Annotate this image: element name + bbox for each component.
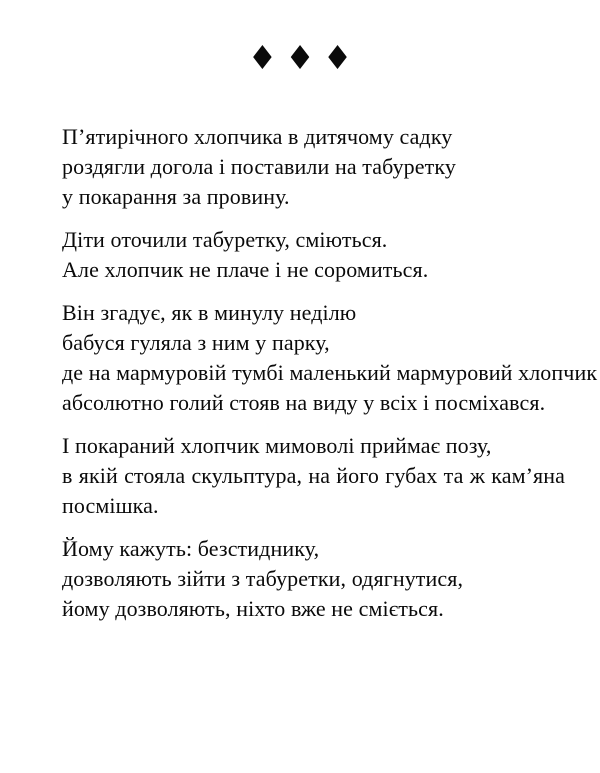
poem-line: Він згадує, як в минулу неділю — [62, 300, 357, 325]
diamond-icon: ♦ — [247, 38, 278, 77]
poem-line: йому дозволяють, ніхто вже не сміється. — [62, 596, 444, 621]
poem-stanza-2 — [62, 225, 565, 285]
poem-line: бабуся гуляла з ним у парку, — [62, 330, 330, 355]
poem-line: П’ятирічного хлопчика в дитячому садку — [62, 124, 453, 149]
poem-line: Але хлопчик не плаче і не соромиться. — [62, 257, 429, 282]
poem-line: роздягли догола і поставили на табуретку — [62, 154, 456, 179]
poem-line: де на мармуровій тумбі маленький мармуровий хлопчик — [62, 360, 598, 385]
poem-line: Діти оточили табуретку, сміються. — [62, 227, 388, 252]
poem-text — [62, 122, 598, 637]
poem-line: посмішка. — [62, 493, 159, 518]
poem-stanza-3 — [62, 298, 598, 418]
poem-line: дозволяють зійти з табуретки, одягнутися, — [62, 566, 464, 591]
poem-line: у покарання за провину. — [62, 184, 290, 209]
section-divider-ornament — [0, 38, 600, 77]
poem-line: абсолютно голий стояв на виду у всіх і посміхався. — [62, 390, 546, 415]
poem-stanza-4 — [62, 431, 565, 521]
diamond-icon: ♦ — [322, 38, 353, 77]
poem-stanza-1 — [62, 122, 565, 212]
poem-line: в якій стояла скульптура, на його губах та ж кам’яна — [62, 463, 565, 488]
poem-line: І покараний хлопчик мимоволі приймає позу, — [62, 433, 492, 458]
poem-stanza-5 — [62, 534, 565, 624]
diamond-icon: ♦ — [285, 38, 315, 77]
poem-line: Йому кажуть: безстиднику, — [62, 536, 320, 561]
